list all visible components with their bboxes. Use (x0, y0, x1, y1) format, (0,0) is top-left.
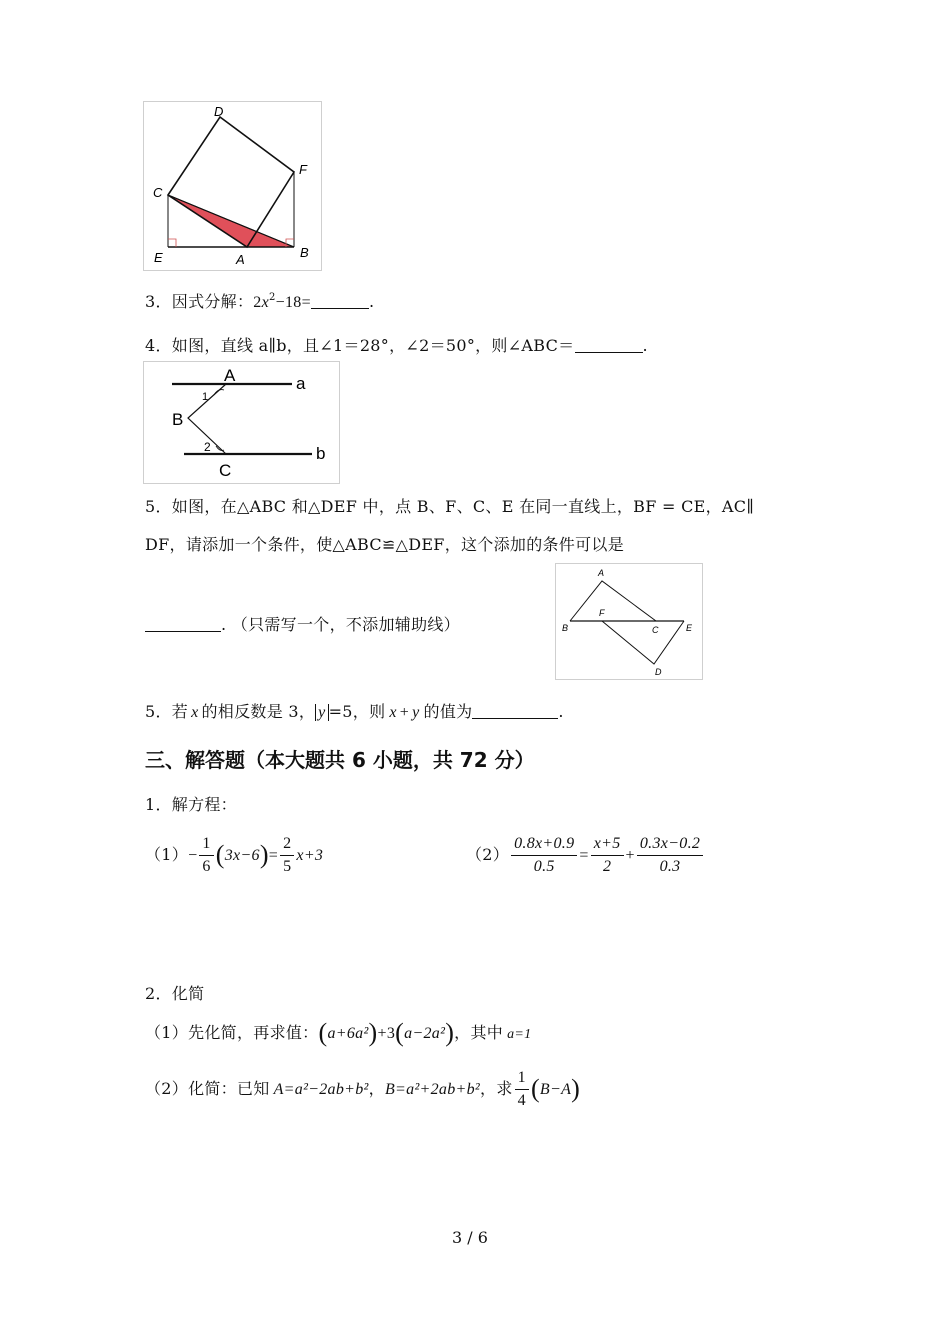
s2-p1-plus3: +3 (377, 1025, 396, 1042)
figure-square-triangle (143, 101, 322, 271)
q5b-p4: 的值为 (423, 702, 473, 721)
s2-p1-group2: a−2a² (404, 1025, 446, 1042)
q3-end: . (368, 292, 375, 311)
q5b-p3: =5，则 (328, 702, 386, 721)
question-3 (145, 289, 374, 312)
s1-e2-frac1 (511, 834, 577, 877)
s1-e2-plus: + (625, 847, 635, 864)
s1-e1-frac1-den: 6 (202, 858, 211, 875)
question-5a-line1 (145, 494, 754, 517)
s2-title: 2．化简 (145, 984, 205, 1003)
label-d: D (655, 667, 662, 677)
s2-p2-b-expr: B=a²+2ab+b² (384, 1081, 481, 1098)
label-d: D (214, 104, 224, 119)
s2-p1-lparen1: ( (318, 1018, 328, 1047)
s1-e2-frac2-num: x+5 (591, 834, 624, 856)
q3-answer-blank[interactable] (311, 294, 369, 309)
s2-p1-rparen1: ) (368, 1018, 378, 1047)
s2-p1-cond: a=1 (507, 1027, 532, 1042)
q4-answer-blank[interactable] (575, 338, 643, 353)
label-c: C (652, 625, 659, 635)
figure-square-triangle-svg (144, 102, 321, 270)
s1-e2-frac1-den: 0.5 (533, 858, 555, 875)
q5b-abs (315, 704, 328, 721)
page-number: 3 / 6 (452, 1228, 488, 1247)
label-line-b: b (316, 444, 326, 463)
question-4 (145, 333, 648, 356)
triangle-abc (570, 581, 656, 621)
s2-p2-frac (515, 1068, 529, 1111)
label-line-a: a (296, 374, 306, 393)
q5b-p2: 的相反数是 3， (201, 702, 316, 721)
s1-e1-frac2-num: 2 (280, 834, 294, 856)
s2-p1-text: （1）先化简，再求值： (145, 1023, 319, 1042)
s1-e2-frac2 (591, 834, 624, 877)
q4-end: . (642, 336, 648, 355)
label-b-point: B (172, 410, 184, 429)
triangle-def (602, 621, 684, 664)
question-5a-line3 (145, 612, 460, 635)
q5a-answer-blank[interactable] (145, 617, 221, 632)
label-f: F (299, 162, 307, 177)
label-a-point: A (224, 366, 236, 385)
label-f: F (599, 608, 605, 618)
s1-e2-frac1-num: 0.8x+0.9 (511, 834, 577, 856)
s1-e1-frac2-den: 5 (283, 858, 292, 875)
q3-coef: 2 (253, 294, 262, 311)
s2-p2-sep: ， (368, 1079, 385, 1098)
label-c-point: C (219, 461, 232, 480)
s1-e2-frac3 (637, 834, 703, 877)
label-e: E (686, 623, 693, 633)
q3-prefix: 3．因式分解： (145, 292, 254, 311)
s2-p2-rparen: ) (571, 1074, 581, 1103)
label-angle-2: 2 (204, 440, 211, 454)
s1-e1-lparen: ( (215, 840, 225, 869)
s2-p1-tail: ，其中 (454, 1023, 504, 1042)
s2-p2-frac-num: 1 (515, 1068, 529, 1090)
q5b-x: x (191, 704, 199, 721)
s1-e1-frac1 (199, 834, 213, 877)
figure-parallel-lines (143, 361, 340, 484)
q3-const: −18 (275, 294, 302, 311)
q3-var: x (261, 294, 269, 311)
label-c: C (153, 185, 163, 200)
q5b-sum-x: x (389, 704, 397, 721)
right-angle-e (168, 239, 176, 247)
s1-e2-frac3-num: 0.3x−0.2 (637, 834, 703, 856)
section-3-title: 三、解答题（本大题共 6 小题，共 72 分） (145, 748, 535, 772)
figure-triangles-svg (556, 564, 702, 679)
s1-e2-frac2-den: 2 (602, 858, 612, 875)
label-e: E (154, 250, 163, 265)
question-5a-line2 (145, 532, 624, 555)
s2-p2-frac-den: 4 (517, 1092, 526, 1109)
q5a-line1-text: 5．如图，在△ABC 和△DEF 中，点 B、F、C、E 在同一直线上，BF = CE，AC∥ (145, 497, 755, 516)
q5b-sum-plus: + (399, 704, 410, 721)
label-a: A (598, 568, 605, 578)
s2-p1-group1: a+6a² (327, 1025, 369, 1042)
label-a: A (236, 252, 245, 267)
s2-p1-lparen2: ( (395, 1018, 405, 1047)
q5b-sum-y: y (412, 704, 420, 721)
figure-triangles (555, 563, 703, 680)
question-5b (145, 699, 564, 722)
s2-part-1 (145, 1018, 531, 1048)
figure-parallel-lines-svg (144, 362, 339, 483)
s1-e2-eq: = (579, 847, 589, 864)
s2-part-2 (145, 1068, 580, 1111)
s2-p2-lparen: ( (530, 1074, 540, 1103)
s1-title: 1．解方程： (145, 795, 237, 814)
s1-e1-paren: 3x−6 (224, 847, 260, 864)
s2-p1-rparen2: ) (445, 1018, 455, 1047)
s1-e1-tail: x+3 (296, 847, 324, 864)
s1-e1-minus: − (188, 847, 198, 864)
q5a-line3-text: . （只需写一个，不添加辅助线） (221, 615, 460, 634)
q5b-end: . (558, 702, 564, 721)
s1-e2-label: （2） (466, 845, 510, 864)
s1-equation-2 (466, 834, 705, 877)
q3-exp: 2 (269, 292, 276, 303)
q5b-p1: 5．若 (145, 702, 189, 721)
q4-text: 4．如图，直线 a∥b，且∠1＝28°，∠2＝50°，则∠ABC＝ (145, 336, 575, 355)
s2-p2-text: （2）化简：已知 (145, 1079, 270, 1098)
s1-e1-eq: = (268, 847, 279, 864)
s1-e2-frac3-den: 0.3 (659, 858, 681, 875)
q5b-y: y (318, 704, 326, 721)
q5b-answer-blank[interactable] (472, 704, 558, 719)
s1-e1-label: （1） (145, 845, 189, 864)
q3-equals: = (301, 294, 311, 311)
label-angle-1: 1 (202, 391, 209, 403)
label-b: B (562, 623, 569, 633)
s1-equation-1 (145, 834, 323, 877)
s1-e1-frac1-num: 1 (199, 834, 213, 856)
s2-p2-ask: ，求 (480, 1079, 513, 1098)
label-b: B (300, 245, 309, 260)
s1-e1-frac2 (280, 834, 294, 877)
s2-p2-paren: B−A (539, 1081, 572, 1098)
q5a-line2-text: DF，请添加一个条件，使△ABC≌△DEF，这个添加的条件可以是 (145, 535, 625, 554)
s1-e1-rparen: ) (259, 840, 269, 869)
s2-p2-a-expr: A=a²−2ab+b² (273, 1081, 369, 1098)
